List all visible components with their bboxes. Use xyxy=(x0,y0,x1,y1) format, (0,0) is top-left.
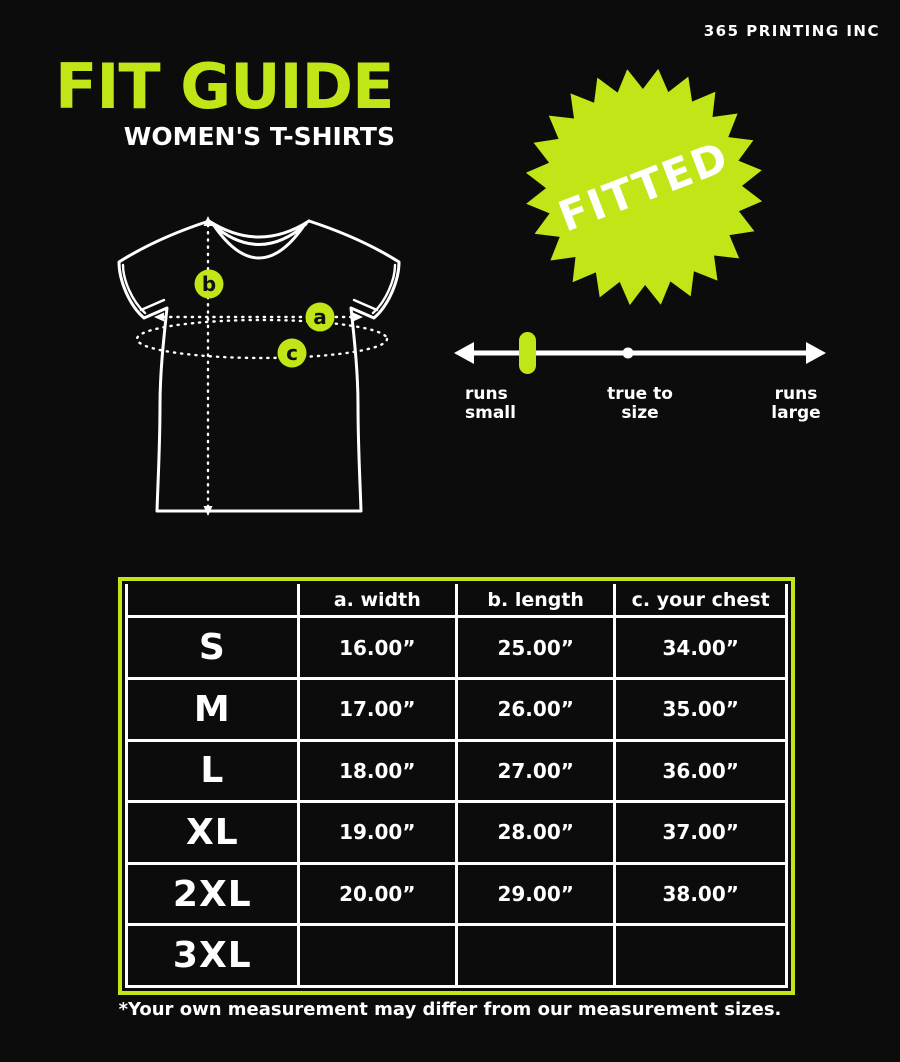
length-value: 26.00” xyxy=(456,678,614,740)
size-label: XL xyxy=(127,802,299,864)
table-row-s xyxy=(127,617,787,679)
tshirt-outline xyxy=(119,221,399,511)
width-value: 20.00” xyxy=(298,863,456,925)
length-value: 28.00” xyxy=(456,802,614,864)
header-width: a. width xyxy=(298,584,456,617)
chest-line xyxy=(137,320,387,358)
marker-bubbles xyxy=(195,270,335,368)
header-length: b. length xyxy=(456,584,614,617)
measurement-lines xyxy=(137,225,387,507)
length-value: 27.00” xyxy=(456,740,614,802)
table-row-xl xyxy=(127,802,787,864)
chest-value: 34.00” xyxy=(615,617,787,679)
header-empty xyxy=(127,584,299,617)
fit-position-marker xyxy=(519,332,536,374)
size-label: 3XL xyxy=(127,925,299,987)
size-table xyxy=(118,577,795,995)
title-block xyxy=(55,50,395,151)
size-label: 2XL xyxy=(127,863,299,925)
table-row-m xyxy=(127,678,787,740)
chest-value: 35.00” xyxy=(615,678,787,740)
table-row-3xl xyxy=(127,925,787,987)
table-header-row xyxy=(127,584,787,617)
width-value: 16.00” xyxy=(298,617,456,679)
size-label: L xyxy=(127,740,299,802)
table-row-l xyxy=(127,740,787,802)
length-value: 29.00” xyxy=(456,863,614,925)
arrow-left-icon xyxy=(454,342,474,364)
length-value xyxy=(456,925,614,987)
fitted-badge-label: FITTED xyxy=(551,131,736,242)
brand-name: 365 PRINTING INC xyxy=(703,22,880,40)
width-value: 17.00” xyxy=(298,678,456,740)
chest-value: 37.00” xyxy=(615,802,787,864)
measurement-arrowheads xyxy=(154,216,363,516)
width-value: 18.00” xyxy=(298,740,456,802)
page-title: FIT GUIDE xyxy=(55,50,394,123)
chest-value: 38.00” xyxy=(615,863,787,925)
runs-small-label: runs small xyxy=(465,384,516,423)
table-row-2xl xyxy=(127,863,787,925)
length-value: 25.00” xyxy=(456,617,614,679)
footnote: *Your own measurement may differ from our measurement sizes. xyxy=(118,999,782,1020)
marker-c-letter: c xyxy=(286,341,298,365)
fitted-badge xyxy=(519,62,769,312)
size-label: S xyxy=(127,617,299,679)
chest-value: 36.00” xyxy=(615,740,787,802)
tshirt-diagram xyxy=(105,205,415,527)
marker-a-letter: a xyxy=(313,305,327,329)
size-label: M xyxy=(127,678,299,740)
true-to-size-label: true to size xyxy=(607,384,673,423)
width-value: 19.00” xyxy=(298,802,456,864)
width-value xyxy=(298,925,456,987)
marker-b-letter: b xyxy=(201,272,217,296)
fit-scale xyxy=(450,323,830,383)
true-to-size-dot xyxy=(623,348,634,359)
header-chest: c. your chest xyxy=(615,584,787,617)
page-subtitle: WOMEN'S T-SHIRTS xyxy=(123,122,395,151)
chest-value xyxy=(615,925,787,987)
arrow-right-icon xyxy=(806,342,826,364)
runs-large-label: runs large xyxy=(771,384,821,423)
